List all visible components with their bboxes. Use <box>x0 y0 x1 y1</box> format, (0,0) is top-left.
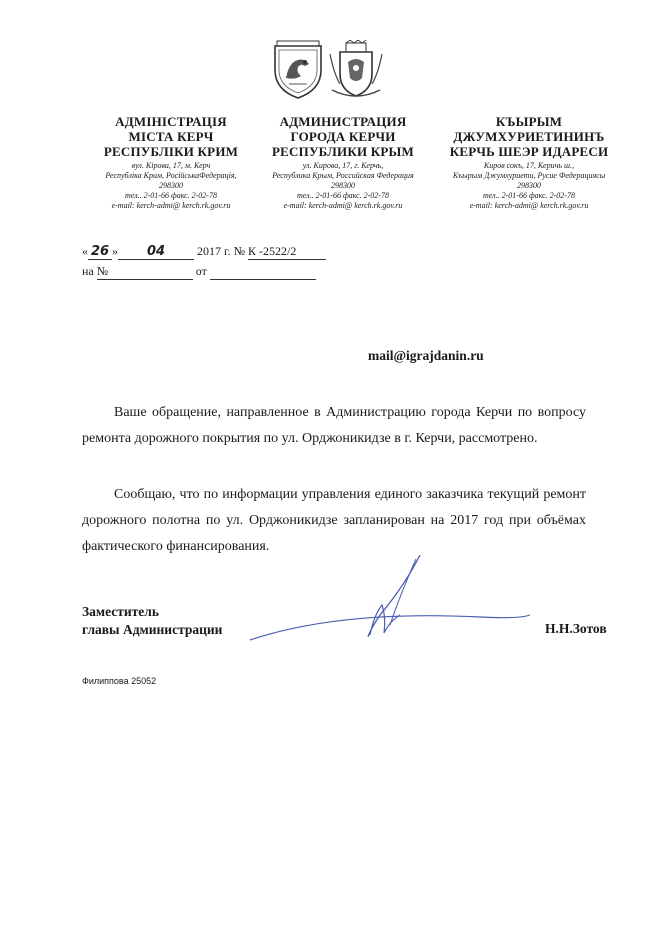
reference-line: на № от <box>82 264 316 280</box>
registration-line: « 26 » 04 2017 г. № К -2522/2 <box>82 244 326 260</box>
header-title: АДМІНІСТРАЦІЯ МІСТА КЕРЧ РЕСПУБЛІКИ КРИМ <box>103 114 239 159</box>
signatory-name: Н.Н.Зотов <box>545 621 607 636</box>
executor-note: Филиппова 25052 <box>82 676 157 686</box>
registration-month: 04 <box>118 244 194 260</box>
header-russian <box>258 114 428 211</box>
header-contacts: Киров сокъ, 17, Керичь ш., Къырым Джумхуриети, Русие Федерациясы 298300 тел.. 2-01-66 факс. 2-02-78 e-mail: kerch-admi@ kerch.rk.gov.ru <box>452 161 606 210</box>
body-paragraph: Ваше обращение, направленное в Администрацию города Керчи по вопросу ремонта дорожного покрытия по ул. Орджоникидзе в г. Керчи, рассмотрено. <box>82 405 586 446</box>
header-crimean-tatar <box>438 114 620 211</box>
registration-day: 26 <box>88 244 112 260</box>
header-contacts: ул. Кирова, 17, г. Керчь, Республика Крым, Российская Федерация 298300 тел.. 2-01-66 факс. 2-02-78 e-mail: kerch-admi@ kerch.rk.gov.ru <box>272 161 414 210</box>
header-contacts: вул. Кірова, 17, м. Керч Республіка Крим, РосійськаФедерація, 298300 тел.. 2-01-66 факс. 2-02-78 e-mail: kerch-admi@ kerch.rk.gov.ru <box>105 161 237 210</box>
signatory-position: Заместитель главы Администрации <box>82 604 223 637</box>
registration-year: 2017 г. № <box>197 244 246 258</box>
handwritten-signature <box>220 555 540 655</box>
crimea-coat-of-arms-icon <box>271 40 325 100</box>
registration-number: К -2522/2 <box>248 244 326 260</box>
header-ukrainian <box>82 114 260 211</box>
body-paragraph: Сообщаю, что по информации управления единого заказчика текущий ремонт дорожного полотна по ул. Орджоникидзе запланирован на 2017 год при объёмах фактического финансирования. <box>82 487 586 554</box>
header-title: КЪЫРЫМ ДЖУМХУРИЕТИНИНЪ КЕРЧЬ ШЕЭР ИДАРЕСИ <box>449 114 609 159</box>
kerch-coat-of-arms-icon <box>326 40 386 102</box>
reference-number: № <box>97 264 193 280</box>
recipient-email: mail@igrajdanin.ru <box>368 348 484 363</box>
reference-date <box>210 264 316 280</box>
header-title: АДМИНИСТРАЦИЯ ГОРОДА КЕРЧИ РЕСПУБЛИКИ КРЫМ <box>272 114 414 159</box>
